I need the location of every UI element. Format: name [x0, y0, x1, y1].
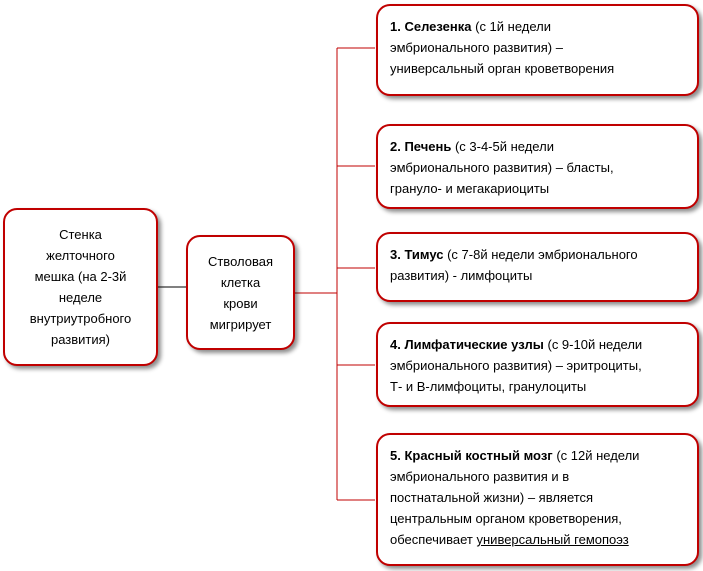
organ-4-title: 4. Лимфатические узлы: [390, 337, 544, 352]
organ-1-line-2: эмбрионального развития) –: [390, 40, 563, 55]
organ-2-line-2: эмбрионального развития) – бласты,: [390, 160, 614, 175]
organ-2-line-1: [390, 136, 685, 157]
organ-5-line-2: эмбрионального развития и в: [390, 469, 570, 484]
stem-cell-box: [186, 235, 295, 350]
organ-box-red-bone-marrow: [376, 433, 699, 566]
organ-3-line-1-rest: (с 7-8й недели эмбрионального: [443, 247, 638, 262]
organ-1-line-1-rest: (с 1й недели: [471, 19, 552, 34]
organ-5-line-1: [390, 445, 685, 466]
organ-2-line-3: грануло- и мегакариоциты: [390, 181, 550, 196]
organ-5-line-5-pre: обеспечивает: [390, 532, 477, 547]
organ-2-title: 2. Печень: [390, 139, 452, 154]
stem-cell-line-2: клетка: [220, 274, 261, 290]
organ-4-line-2: эмбрионального развития) – эритроциты,: [390, 358, 642, 373]
organ-5-line-5-underlined: универсальный гемопоэз: [476, 532, 629, 547]
stem-cell-line-3: крови: [223, 295, 258, 311]
organ-box-thymus: [376, 232, 699, 302]
organ-5-line-4: центральным органом кроветворения,: [390, 511, 622, 526]
organ-3-title: 3. Тимус: [390, 247, 444, 262]
organ-box-liver: [376, 124, 699, 209]
yolk-sac-line-5: внутриутробного: [29, 311, 132, 326]
yolk-sac-box: [3, 208, 158, 366]
stem-cell-line-4: мигрирует: [209, 316, 272, 332]
yolk-sac-line-4: неделе: [58, 290, 103, 305]
organ-3-line-2: развития) - лимфоциты: [390, 268, 533, 283]
organ-4-line-1: [390, 334, 685, 355]
organ-4-line-1-rest: (с 9-10й недели: [543, 337, 643, 352]
yolk-sac-line-2: желточного: [46, 248, 115, 263]
yolk-sac-line-6: развития): [50, 332, 111, 347]
organ-4-line-3: Т- и В-лимфоциты, гранулоциты: [390, 379, 587, 394]
stem-cell-line-1: Стволовая: [207, 253, 274, 269]
yolk-sac-line-3: мешка (на 2-3й: [34, 269, 127, 284]
organ-1-line-3: универсальный орган кроветворения: [390, 61, 615, 76]
organ-box-spleen: [376, 4, 699, 96]
organ-5-line-1-rest: (с 12й недели: [552, 448, 640, 463]
organ-5-line-5: [390, 529, 685, 550]
organ-3-line-1: [390, 244, 685, 265]
organ-5-line-3: постнатальной жизни) – является: [390, 490, 594, 505]
organ-5-title: 5. Красный костный мозг: [390, 448, 553, 463]
organ-2-line-1-rest: (с 3-4-5й недели: [451, 139, 554, 154]
organ-box-lymph-nodes: [376, 322, 699, 407]
organ-1-line-1: [390, 16, 685, 37]
organ-1-title: 1. Селезенка: [390, 19, 472, 34]
yolk-sac-line-1: Стенка: [59, 227, 102, 242]
